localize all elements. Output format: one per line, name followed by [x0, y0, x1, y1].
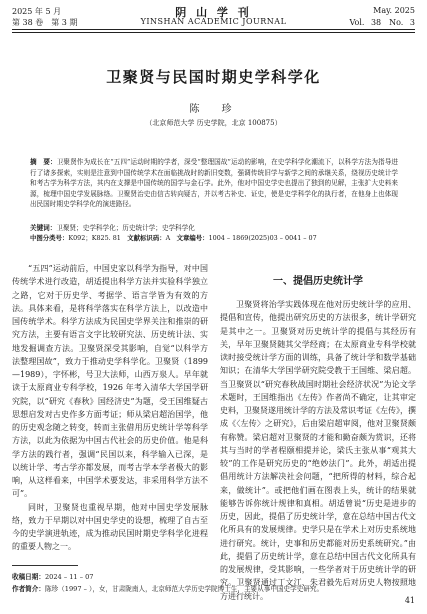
keywords-text: 卫聚贤；史学科学化；历史统计学；史学科学化 [56, 224, 195, 232]
doc-code-label: 文献标识码： [127, 234, 166, 242]
header-issue-cn: 第 38 卷 第 3 期 [12, 18, 78, 27]
abstract [30, 157, 398, 210]
header-issue-en: Vol. 38 No. 3 [349, 18, 415, 27]
received-value: 2024 – 11 – 07 [44, 573, 94, 581]
body-paragraph: 卫聚贤将治学实践体现在他对历史统计学的应用、提倡和宣传，他提出研究历史的方法很多，统计学研究是其中之一。卫聚贤对历史统计学的提倡与其经历有关，早年卫聚贤随其父学经商；在太原商业专科学校就读时接受统计学方面的训练，具备了统计学和数学基础知识；在清华大学国学研究院受教于王国维、梁启超。当卫聚贤以“研究春秋战国时期社会经济状况”为论文学术题时，王国维指出《左传》作者尚不确定，让其审定史料，卫聚贤遂用统计学的方法及常识考证《左传》，撰成《〈左传〉之研究》，后由梁启超审阅，他对卫聚贤颇有称赞。梁启超对卫聚贤的才能和勤奋颇为赏识，还将其与当时的学者程颐相提并论，梁氏主张从事“观其大较”的工作是研究历史的“绝妙法门”。此外，胡适出提倡用统计方法解决社会问题，“把所得的材料，综合起来，做统计”。或把他们画在图表上头，统计的结果就能够告诉你统计规律和真相。胡适曾说“历史是进步的历史，因此，提倡了历史统计学，意在总结中国古代文化所具有的发展规律。史学只是在学术上对历史系统地进行研究。统计，史事和历史都能对历史系统研究。”由此，提倡了历史统计学，意在总结中国古代文化所具有的发展规律，受其影响，一些学者对于历史统计学的研究。卫聚贤通过丁文江、朱君毅先后对历史人物按照地方进行统计。 [220, 300, 416, 601]
header-date-cn: 2025 年 5 月 [12, 7, 62, 16]
footnote-rule [12, 565, 78, 566]
article-number-label: 文章编号： [176, 234, 209, 242]
article-number-value: 1004 – 1869(2025)03 – 0041 – 07 [208, 234, 317, 242]
clc-value: K092；K825. 81 [68, 234, 121, 242]
header-rule-thin [12, 32, 415, 33]
article-author: 陈 珍 [189, 104, 238, 115]
received-label: 收稿日期： [12, 573, 45, 581]
received-date [12, 571, 94, 581]
author-bio-text: 陈珍（1997 – ），女，甘肃陇南人，北京师范大学历史学院博士生，主要从事中国史学史研究。 [44, 585, 324, 593]
body-paragraph: 同时，卫聚贤也重视早期，他对中国史学发展脉络，致力于早期以对中国史学史的设想，梳理了自古至今的史学演进轨迹，成为推动民国时期史学科学化进程的重要人物之一。 [12, 502, 208, 552]
clc-label: 中图分类号： [30, 234, 69, 242]
journal-name-cn: 阴 山 学 刊 [175, 6, 252, 19]
keywords-label: 关键词： [30, 224, 57, 232]
body-paragraph: “五四”运动前后，中国史家以科学为指导，对中国传统学术进行改造，胡适提出科学方法并实验科学独立之路，它对于历史学、考据学、语言学皆为有效的方法。具体来看，是将科学落实在科学方法上，以改造中国传统学术。科学方法成为民国史学界关注和推崇的研究方法，主要有语言文字比较研究法、历史统计法、实地发掘调查方法。卫聚贤深受其影响，自觉“以科学方法整理国故”，致力于推动史学科学化。卫聚贤（1899—1989），字怀彬，号卫大法师，山西万泉人。早年就读于太原商业专科学校，1926 年考入清华大学国学研究院，以“研究《春秋》国经济史”为题，受王国维疑古思想启发对古史作多方面考证；师从梁启超治国学，他的历史观念随之转变，转而主张借用历史统计学等科学方法，以此为依据为中国古代社会的历史价值。他是科学方法的践行者，强调“民国以来，科学输入已深，是以统计学、考古学亦都发展，而考古学本学者极大的影响，从这样看来，中国学术要发达，非采用科学方法不可”。 [12, 264, 208, 499]
abstract-text: 卫聚贤作为成长在“五四”运动时期的学者，深受“整理国故”运动的影响，在史学科学化潮流下，以科学方法为指导进行了诸多探索，实则是注意到中国传统学术在面临挑战时的新旧变数，强调传统旧学与新学之间的承继关系，绕视历史统计学和考古学为科学方法，其内在支撑是中国传统的国学与金石学。此外，他对中国史学史也提出了独到的见解，主张扩大史料来源，梳理中国史学发展脉络。卫聚贤治史由信古转向疑古，并以考古补史、证史，使是史学科学化的执行者，在他身上也体现出民国时期史学科学化的演进路径。 [30, 158, 399, 209]
header-rule-thick [12, 29, 415, 30]
classification-line [30, 233, 398, 242]
doc-code-value: A [165, 234, 171, 242]
header-date-en: May. 2025 [373, 6, 415, 15]
author-affiliation: （北京师范大学 历史学院，北京 100875） [145, 119, 282, 127]
journal-name-en: YINSHAN ACADEMIC JOURNAL [140, 17, 287, 26]
abstract-label: 摘 要： [30, 158, 57, 166]
page-number: 41 [404, 596, 415, 605]
body-left-column [12, 262, 208, 562]
section-heading: 一、提倡历史统计学 [273, 276, 363, 287]
author-bio-label: 作者简介： [12, 585, 45, 593]
keywords [30, 222, 398, 232]
article-title: 卫聚贤与民国时期史学科学化 [106, 68, 321, 86]
author-bio [12, 583, 417, 593]
